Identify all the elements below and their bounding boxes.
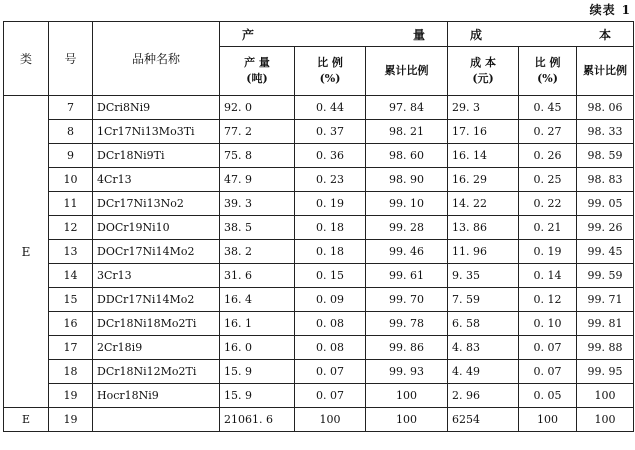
- row-name: DCr18Ni9Ti: [93, 144, 220, 168]
- header-output-group: [220, 22, 448, 47]
- row-output-qty: 31. 6: [220, 264, 295, 288]
- row-cost-cum: 99. 45: [577, 240, 634, 264]
- total-name: [93, 408, 220, 432]
- row-name: DCri8Ni9: [93, 96, 220, 120]
- row-output-cum: 99. 28: [366, 216, 448, 240]
- data-table: [3, 21, 634, 432]
- row-output-cum: 99. 93: [366, 360, 448, 384]
- header-name: 品种名称: [93, 22, 220, 96]
- row-output-cum: 100: [366, 384, 448, 408]
- table-row: [4, 144, 634, 168]
- row-cost-pct: 0. 12: [519, 288, 577, 312]
- row-output-cum: 98. 60: [366, 144, 448, 168]
- total-pct: 100: [295, 408, 366, 432]
- row-cost: 11. 96: [448, 240, 519, 264]
- row-name: DDCr17Ni14Mo2: [93, 288, 220, 312]
- row-number: 17: [49, 336, 93, 360]
- row-name: DCr18Ni18Mo2Ti: [93, 312, 220, 336]
- header-output-qty: 产 量 (吨): [220, 47, 295, 96]
- row-output-pct: 0. 23: [295, 168, 366, 192]
- row-name: 3Cr13: [93, 264, 220, 288]
- row-number: 15: [49, 288, 93, 312]
- row-cost-pct: 0. 14: [519, 264, 577, 288]
- row-output-pct: 0. 08: [295, 336, 366, 360]
- row-cost-pct: 0. 27: [519, 120, 577, 144]
- row-number: 11: [49, 192, 93, 216]
- row-cost-cum: 100: [577, 384, 634, 408]
- row-output-qty: 15. 9: [220, 384, 295, 408]
- table-row: [4, 120, 634, 144]
- row-name: 1Cr17Ni13Mo3Ti: [93, 120, 220, 144]
- row-cost-cum: 99. 59: [577, 264, 634, 288]
- row-name: 2Cr18i9: [93, 336, 220, 360]
- header-output-pct: 比 例 (%): [295, 47, 366, 96]
- row-output-qty: 47. 9: [220, 168, 295, 192]
- table-caption: [584, 0, 631, 20]
- row-output-qty: 39. 3: [220, 192, 295, 216]
- row-number: 16: [49, 312, 93, 336]
- table-row: [4, 96, 634, 120]
- row-cost-cum: 98. 59: [577, 144, 634, 168]
- row-output-pct: 0. 15: [295, 264, 366, 288]
- header-output-cum: 累计比例: [366, 47, 448, 96]
- row-cost-pct: 0. 26: [519, 144, 577, 168]
- row-output-qty: 16. 4: [220, 288, 295, 312]
- row-output-pct: 0. 19: [295, 192, 366, 216]
- header-number: 号: [49, 22, 93, 96]
- row-number: 12: [49, 216, 93, 240]
- table-row: [4, 264, 634, 288]
- total-cpct: 100: [519, 408, 577, 432]
- row-cost-cum: 99. 95: [577, 360, 634, 384]
- row-output-qty: 16. 1: [220, 312, 295, 336]
- row-name: DCr17Ni13No2: [93, 192, 220, 216]
- row-cost-pct: 0. 07: [519, 360, 577, 384]
- table-row: [4, 216, 634, 240]
- total-category: E: [4, 408, 49, 432]
- row-cost-cum: 99. 05: [577, 192, 634, 216]
- table-row: [4, 312, 634, 336]
- row-output-qty: 92. 0: [220, 96, 295, 120]
- row-output-cum: 98. 21: [366, 120, 448, 144]
- total-cum: 100: [366, 408, 448, 432]
- table-row: [4, 168, 634, 192]
- caption-label: 续表: [589, 3, 616, 17]
- row-cost: 7. 59: [448, 288, 519, 312]
- row-output-cum: 99. 78: [366, 312, 448, 336]
- row-cost: 16. 29: [448, 168, 519, 192]
- row-cost: 16. 14: [448, 144, 519, 168]
- total-cost: 6254: [448, 408, 519, 432]
- row-output-cum: 97. 84: [366, 96, 448, 120]
- row-cost-cum: 98. 83: [577, 168, 634, 192]
- table-row: [4, 336, 634, 360]
- row-output-pct: 0. 07: [295, 384, 366, 408]
- table-row: [4, 192, 634, 216]
- row-cost-cum: 98. 06: [577, 96, 634, 120]
- total-no: 19: [49, 408, 93, 432]
- row-number: 9: [49, 144, 93, 168]
- row-name: Hocr18Ni9: [93, 384, 220, 408]
- row-cost: 17. 16: [448, 120, 519, 144]
- total-ccum: 100: [577, 408, 634, 432]
- row-name: 4Cr13: [93, 168, 220, 192]
- row-output-pct: 0. 08: [295, 312, 366, 336]
- row-cost-cum: 98. 33: [577, 120, 634, 144]
- row-name: DOCr19Ni10: [93, 216, 220, 240]
- output-group-b: 量: [413, 27, 426, 42]
- row-output-pct: 0. 36: [295, 144, 366, 168]
- row-cost: 29. 3: [448, 96, 519, 120]
- table-body: [4, 96, 634, 432]
- table-row: [4, 384, 634, 408]
- caption-number: 1: [621, 3, 631, 17]
- row-cost: 4. 49: [448, 360, 519, 384]
- header-row-1: [4, 22, 634, 47]
- row-output-cum: 99. 86: [366, 336, 448, 360]
- row-cost: 9. 35: [448, 264, 519, 288]
- table-row: [4, 288, 634, 312]
- total-qty: 21061. 6: [220, 408, 295, 432]
- row-cost-pct: 0. 22: [519, 192, 577, 216]
- row-output-pct: 0. 18: [295, 240, 366, 264]
- row-output-pct: 0. 09: [295, 288, 366, 312]
- row-name: DCr18Ni12Mo2Ti: [93, 360, 220, 384]
- header-cost-val: 成 本 (元): [448, 47, 519, 96]
- row-cost-pct: 0. 10: [519, 312, 577, 336]
- row-cost-pct: 0. 05: [519, 384, 577, 408]
- category-cell: E: [4, 96, 49, 408]
- row-output-qty: 77. 2: [220, 120, 295, 144]
- row-number: 8: [49, 120, 93, 144]
- row-output-qty: 38. 2: [220, 240, 295, 264]
- table-row: [4, 240, 634, 264]
- header-cost-pct: 比 例 (%): [519, 47, 577, 96]
- row-number: 19: [49, 384, 93, 408]
- row-output-pct: 0. 18: [295, 216, 366, 240]
- row-output-cum: 99. 10: [366, 192, 448, 216]
- header-cost-cum: 累计比例: [577, 47, 634, 96]
- row-cost: 6. 58: [448, 312, 519, 336]
- row-output-cum: 99. 46: [366, 240, 448, 264]
- row-cost-cum: 99. 81: [577, 312, 634, 336]
- row-output-qty: 38. 5: [220, 216, 295, 240]
- row-cost-cum: 99. 88: [577, 336, 634, 360]
- row-cost-pct: 0. 21: [519, 216, 577, 240]
- row-number: 13: [49, 240, 93, 264]
- row-number: 7: [49, 96, 93, 120]
- output-group-a: 产: [242, 27, 255, 42]
- header-category: 类: [4, 22, 49, 96]
- row-number: 10: [49, 168, 93, 192]
- row-output-qty: 16. 0: [220, 336, 295, 360]
- row-output-pct: 0. 44: [295, 96, 366, 120]
- row-output-pct: 0. 37: [295, 120, 366, 144]
- row-cost: 2. 96: [448, 384, 519, 408]
- table-row: [4, 360, 634, 384]
- total-row: [4, 408, 634, 432]
- header-cost-group: [448, 22, 634, 47]
- row-number: 14: [49, 264, 93, 288]
- row-cost: 14. 22: [448, 192, 519, 216]
- row-cost-pct: 0. 25: [519, 168, 577, 192]
- row-output-cum: 99. 70: [366, 288, 448, 312]
- row-output-qty: 15. 9: [220, 360, 295, 384]
- row-cost-pct: 0. 19: [519, 240, 577, 264]
- row-cost: 13. 86: [448, 216, 519, 240]
- row-cost-cum: 99. 71: [577, 288, 634, 312]
- row-cost-pct: 0. 45: [519, 96, 577, 120]
- row-cost-pct: 0. 07: [519, 336, 577, 360]
- row-output-qty: 75. 8: [220, 144, 295, 168]
- row-cost-cum: 99. 26: [577, 216, 634, 240]
- row-number: 18: [49, 360, 93, 384]
- row-output-cum: 98. 90: [366, 168, 448, 192]
- row-cost: 4. 83: [448, 336, 519, 360]
- cost-group-a: 成: [470, 27, 483, 42]
- row-output-cum: 99. 61: [366, 264, 448, 288]
- row-output-pct: 0. 07: [295, 360, 366, 384]
- cost-group-b: 本: [599, 27, 612, 42]
- row-name: DOCr17Ni14Mo2: [93, 240, 220, 264]
